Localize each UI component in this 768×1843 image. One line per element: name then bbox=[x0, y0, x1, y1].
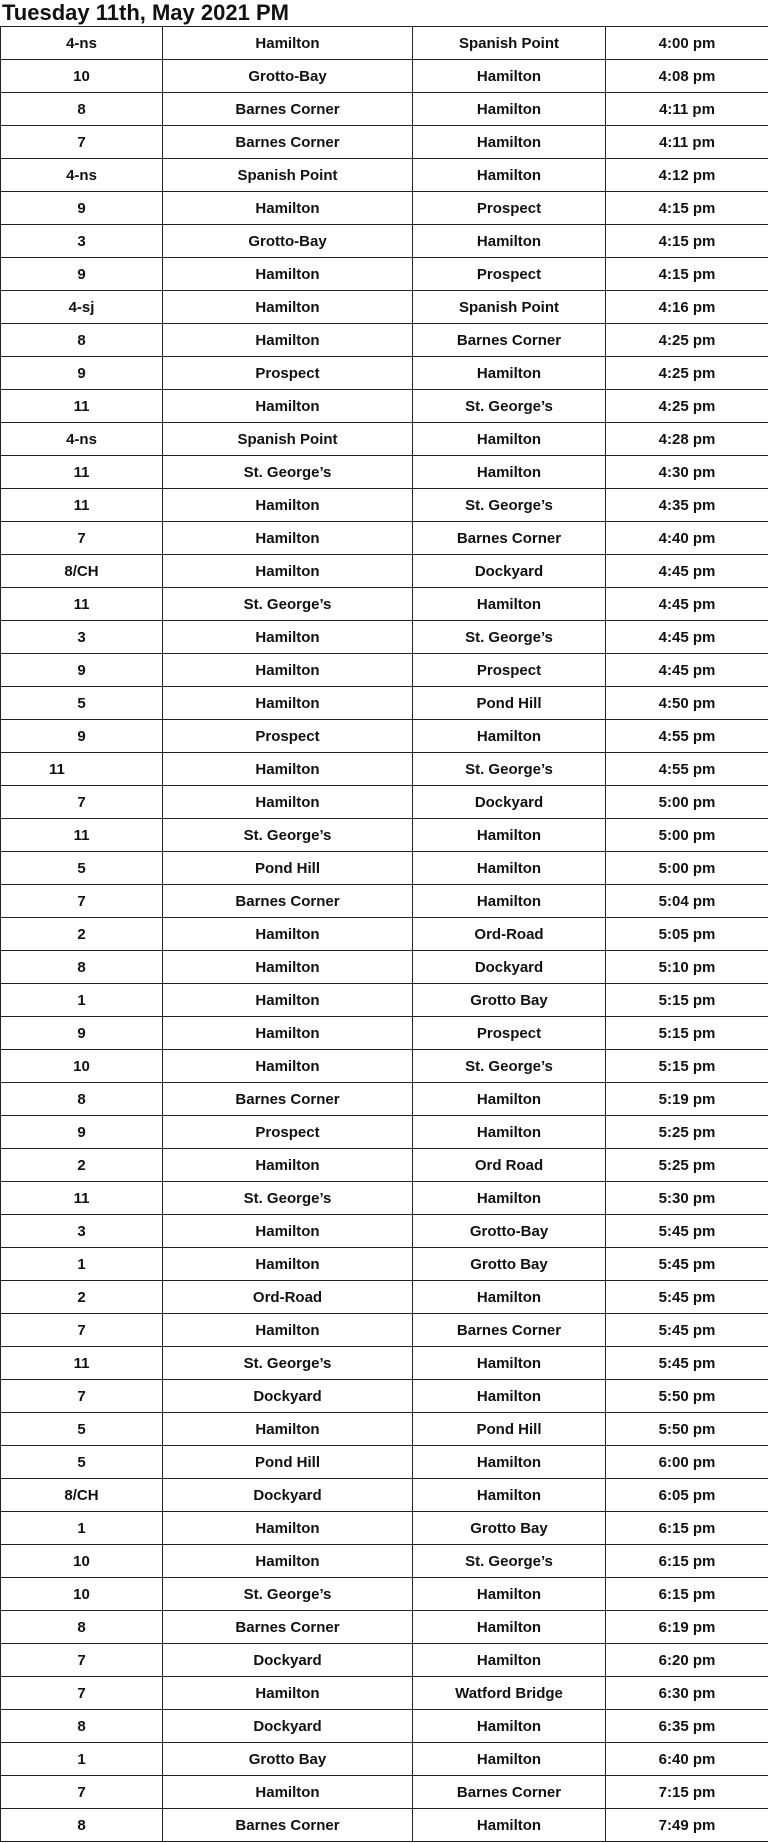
table-row bbox=[1, 1710, 768, 1743]
table-row bbox=[1, 819, 768, 852]
route-cell: 4-sj bbox=[1, 291, 163, 324]
origin-cell: Dockyard bbox=[163, 1710, 413, 1743]
route-cell: 7 bbox=[1, 1677, 163, 1710]
table-row bbox=[1, 687, 768, 720]
table-row bbox=[1, 27, 768, 60]
departure-time-cell: 5:45 pm bbox=[606, 1347, 768, 1380]
origin-cell: Hamilton bbox=[163, 390, 413, 423]
route-cell: 9 bbox=[1, 192, 163, 225]
route-cell: 11 bbox=[1, 489, 163, 522]
destination-cell: Barnes Corner bbox=[413, 1776, 606, 1809]
route-cell: 8 bbox=[1, 1710, 163, 1743]
origin-cell: St. George’s bbox=[163, 1347, 413, 1380]
origin-cell: Hamilton bbox=[163, 786, 413, 819]
table-row bbox=[1, 1512, 768, 1545]
table-row bbox=[1, 1281, 768, 1314]
departure-time-cell: 4:25 pm bbox=[606, 357, 768, 390]
route-cell: 7 bbox=[1, 885, 163, 918]
origin-cell: Prospect bbox=[163, 357, 413, 390]
departure-time-cell: 5:00 pm bbox=[606, 852, 768, 885]
table-row bbox=[1, 951, 768, 984]
route-cell: 11 bbox=[1, 1182, 163, 1215]
page-title: Tuesday 11th, May 2021 PM bbox=[2, 0, 289, 25]
origin-cell: Prospect bbox=[163, 1116, 413, 1149]
table-row bbox=[1, 1017, 768, 1050]
origin-cell: Hamilton bbox=[163, 1677, 413, 1710]
destination-cell: Hamilton bbox=[413, 1710, 606, 1743]
route-cell: 11 bbox=[1, 753, 163, 786]
departure-time-cell: 6:40 pm bbox=[606, 1743, 768, 1776]
route-cell: 10 bbox=[1, 1578, 163, 1611]
departure-time-cell: 5:25 pm bbox=[606, 1149, 768, 1182]
destination-cell: St. George’s bbox=[413, 621, 606, 654]
departure-time-cell: 4:25 pm bbox=[606, 324, 768, 357]
origin-cell: Barnes Corner bbox=[163, 1611, 413, 1644]
route-cell: 11 bbox=[1, 390, 163, 423]
route-cell: 8/CH bbox=[1, 1479, 163, 1512]
destination-cell: Hamilton bbox=[413, 1578, 606, 1611]
origin-cell: Barnes Corner bbox=[163, 93, 413, 126]
route-cell: 10 bbox=[1, 1545, 163, 1578]
table-row bbox=[1, 1314, 768, 1347]
origin-cell: Hamilton bbox=[163, 1413, 413, 1446]
route-cell: 11 bbox=[1, 456, 163, 489]
route-cell: 9 bbox=[1, 258, 163, 291]
destination-cell: Prospect bbox=[413, 192, 606, 225]
origin-cell: Hamilton bbox=[163, 753, 413, 786]
table-row bbox=[1, 456, 768, 489]
destination-cell: St. George’s bbox=[413, 390, 606, 423]
origin-cell: Hamilton bbox=[163, 1017, 413, 1050]
route-cell: 1 bbox=[1, 984, 163, 1017]
route-cell: 7 bbox=[1, 1380, 163, 1413]
route-cell: 1 bbox=[1, 1743, 163, 1776]
route-cell: 7 bbox=[1, 126, 163, 159]
table-row bbox=[1, 1050, 768, 1083]
destination-cell: Dockyard bbox=[413, 786, 606, 819]
departure-time-cell: 4:25 pm bbox=[606, 390, 768, 423]
table-row bbox=[1, 126, 768, 159]
origin-cell: Grotto Bay bbox=[163, 1743, 413, 1776]
route-cell: 1 bbox=[1, 1512, 163, 1545]
departure-time-cell: 5:19 pm bbox=[606, 1083, 768, 1116]
bus-schedule-table bbox=[0, 26, 768, 1842]
destination-cell: Spanish Point bbox=[413, 27, 606, 60]
route-cell: 4-ns bbox=[1, 27, 163, 60]
origin-cell: Dockyard bbox=[163, 1479, 413, 1512]
route-cell: 7 bbox=[1, 1776, 163, 1809]
destination-cell: Grotto Bay bbox=[413, 1248, 606, 1281]
departure-time-cell: 5:04 pm bbox=[606, 885, 768, 918]
departure-time-cell: 5:15 pm bbox=[606, 1050, 768, 1083]
origin-cell: Hamilton bbox=[163, 918, 413, 951]
departure-time-cell: 7:49 pm bbox=[606, 1809, 768, 1842]
destination-cell: Barnes Corner bbox=[413, 522, 606, 555]
destination-cell: Hamilton bbox=[413, 357, 606, 390]
destination-cell: Hamilton bbox=[413, 60, 606, 93]
table-row bbox=[1, 1446, 768, 1479]
departure-time-cell: 5:30 pm bbox=[606, 1182, 768, 1215]
route-cell: 10 bbox=[1, 1050, 163, 1083]
departure-time-cell: 5:15 pm bbox=[606, 1017, 768, 1050]
departure-time-cell: 5:50 pm bbox=[606, 1380, 768, 1413]
route-cell: 2 bbox=[1, 1281, 163, 1314]
route-cell: 4-ns bbox=[1, 423, 163, 456]
origin-cell: Pond Hill bbox=[163, 1446, 413, 1479]
origin-cell: Hamilton bbox=[163, 654, 413, 687]
destination-cell: Hamilton bbox=[413, 1743, 606, 1776]
route-cell: 9 bbox=[1, 357, 163, 390]
origin-cell: St. George’s bbox=[163, 588, 413, 621]
origin-cell: Hamilton bbox=[163, 1050, 413, 1083]
origin-cell: Hamilton bbox=[163, 555, 413, 588]
departure-time-cell: 4:11 pm bbox=[606, 93, 768, 126]
route-cell: 8 bbox=[1, 324, 163, 357]
origin-cell: Grotto-Bay bbox=[163, 225, 413, 258]
origin-cell: St. George’s bbox=[163, 1182, 413, 1215]
route-cell: 8 bbox=[1, 93, 163, 126]
destination-cell: Hamilton bbox=[413, 720, 606, 753]
table-row bbox=[1, 489, 768, 522]
table-row bbox=[1, 1215, 768, 1248]
table-row bbox=[1, 1677, 768, 1710]
table-row bbox=[1, 1083, 768, 1116]
table-row bbox=[1, 225, 768, 258]
origin-cell: Hamilton bbox=[163, 324, 413, 357]
table-row bbox=[1, 1743, 768, 1776]
departure-time-cell: 4:28 pm bbox=[606, 423, 768, 456]
table-row bbox=[1, 852, 768, 885]
destination-cell: St. George’s bbox=[413, 1050, 606, 1083]
route-cell: 2 bbox=[1, 918, 163, 951]
route-cell: 8/CH bbox=[1, 555, 163, 588]
table-row bbox=[1, 192, 768, 225]
destination-cell: Pond Hill bbox=[413, 687, 606, 720]
destination-cell: Ord Road bbox=[413, 1149, 606, 1182]
origin-cell: Hamilton bbox=[163, 687, 413, 720]
departure-time-cell: 4:30 pm bbox=[606, 456, 768, 489]
departure-time-cell: 4:40 pm bbox=[606, 522, 768, 555]
destination-cell: Prospect bbox=[413, 1017, 606, 1050]
departure-time-cell: 5:10 pm bbox=[606, 951, 768, 984]
origin-cell: Hamilton bbox=[163, 1545, 413, 1578]
destination-cell: Grotto-Bay bbox=[413, 1215, 606, 1248]
departure-time-cell: 6:15 pm bbox=[606, 1578, 768, 1611]
departure-time-cell: 4:45 pm bbox=[606, 588, 768, 621]
destination-cell: Hamilton bbox=[413, 1479, 606, 1512]
destination-cell: St. George’s bbox=[413, 753, 606, 786]
departure-time-cell: 6:00 pm bbox=[606, 1446, 768, 1479]
table-row bbox=[1, 555, 768, 588]
destination-cell: Pond Hill bbox=[413, 1413, 606, 1446]
table-row bbox=[1, 1809, 768, 1842]
destination-cell: Spanish Point bbox=[413, 291, 606, 324]
table-row bbox=[1, 291, 768, 324]
departure-time-cell: 4:08 pm bbox=[606, 60, 768, 93]
schedule-body bbox=[1, 27, 768, 1842]
table-row bbox=[1, 1644, 768, 1677]
origin-cell: Hamilton bbox=[163, 1215, 413, 1248]
route-cell: 5 bbox=[1, 1446, 163, 1479]
route-cell: 7 bbox=[1, 1644, 163, 1677]
departure-time-cell: 5:15 pm bbox=[606, 984, 768, 1017]
destination-cell: Dockyard bbox=[413, 555, 606, 588]
table-row bbox=[1, 654, 768, 687]
table-row bbox=[1, 357, 768, 390]
table-row bbox=[1, 1116, 768, 1149]
destination-cell: Hamilton bbox=[413, 852, 606, 885]
table-row bbox=[1, 423, 768, 456]
table-row bbox=[1, 159, 768, 192]
destination-cell: Hamilton bbox=[413, 1083, 606, 1116]
route-cell: 4-ns bbox=[1, 159, 163, 192]
route-cell: 7 bbox=[1, 522, 163, 555]
destination-cell: Dockyard bbox=[413, 951, 606, 984]
departure-time-cell: 5:25 pm bbox=[606, 1116, 768, 1149]
origin-cell: Grotto-Bay bbox=[163, 60, 413, 93]
destination-cell: Hamilton bbox=[413, 1116, 606, 1149]
origin-cell: Hamilton bbox=[163, 1149, 413, 1182]
route-cell: 3 bbox=[1, 1215, 163, 1248]
origin-cell: Hamilton bbox=[163, 1512, 413, 1545]
origin-cell: Dockyard bbox=[163, 1644, 413, 1677]
destination-cell: Hamilton bbox=[413, 1380, 606, 1413]
origin-cell: Pond Hill bbox=[163, 852, 413, 885]
departure-time-cell: 4:45 pm bbox=[606, 654, 768, 687]
origin-cell: Barnes Corner bbox=[163, 1809, 413, 1842]
destination-cell: Barnes Corner bbox=[413, 1314, 606, 1347]
origin-cell: Spanish Point bbox=[163, 159, 413, 192]
destination-cell: Hamilton bbox=[413, 588, 606, 621]
destination-cell: Hamilton bbox=[413, 1611, 606, 1644]
destination-cell: Prospect bbox=[413, 258, 606, 291]
route-cell: 9 bbox=[1, 1017, 163, 1050]
departure-time-cell: 5:45 pm bbox=[606, 1281, 768, 1314]
origin-cell: Prospect bbox=[163, 720, 413, 753]
table-row bbox=[1, 918, 768, 951]
table-row bbox=[1, 1479, 768, 1512]
departure-time-cell: 4:00 pm bbox=[606, 27, 768, 60]
origin-cell: Dockyard bbox=[163, 1380, 413, 1413]
destination-cell: Barnes Corner bbox=[413, 324, 606, 357]
destination-cell: Hamilton bbox=[413, 423, 606, 456]
departure-time-cell: 6:19 pm bbox=[606, 1611, 768, 1644]
route-cell: 9 bbox=[1, 654, 163, 687]
route-cell: 8 bbox=[1, 1611, 163, 1644]
destination-cell: Hamilton bbox=[413, 1446, 606, 1479]
table-row bbox=[1, 885, 768, 918]
departure-time-cell: 4:50 pm bbox=[606, 687, 768, 720]
departure-time-cell: 4:35 pm bbox=[606, 489, 768, 522]
table-row bbox=[1, 324, 768, 357]
route-cell: 2 bbox=[1, 1149, 163, 1182]
table-row bbox=[1, 984, 768, 1017]
table-row bbox=[1, 1578, 768, 1611]
destination-cell: Hamilton bbox=[413, 1347, 606, 1380]
origin-cell: Hamilton bbox=[163, 951, 413, 984]
departure-time-cell: 4:15 pm bbox=[606, 258, 768, 291]
origin-cell: Hamilton bbox=[163, 192, 413, 225]
table-row bbox=[1, 588, 768, 621]
destination-cell: Hamilton bbox=[413, 885, 606, 918]
destination-cell: Hamilton bbox=[413, 126, 606, 159]
destination-cell: St. George’s bbox=[413, 489, 606, 522]
route-cell: 11 bbox=[1, 1347, 163, 1380]
origin-cell: Spanish Point bbox=[163, 423, 413, 456]
destination-cell: Grotto Bay bbox=[413, 1512, 606, 1545]
departure-time-cell: 5:00 pm bbox=[606, 819, 768, 852]
route-cell: 8 bbox=[1, 1083, 163, 1116]
departure-time-cell: 6:15 pm bbox=[606, 1545, 768, 1578]
origin-cell: St. George’s bbox=[163, 1578, 413, 1611]
route-cell: 7 bbox=[1, 1314, 163, 1347]
destination-cell: Hamilton bbox=[413, 1809, 606, 1842]
origin-cell: Hamilton bbox=[163, 489, 413, 522]
origin-cell: Hamilton bbox=[163, 1248, 413, 1281]
table-row bbox=[1, 720, 768, 753]
route-cell: 5 bbox=[1, 687, 163, 720]
origin-cell: Barnes Corner bbox=[163, 885, 413, 918]
destination-cell: Ord-Road bbox=[413, 918, 606, 951]
destination-cell: Hamilton bbox=[413, 1644, 606, 1677]
route-cell: 3 bbox=[1, 621, 163, 654]
departure-time-cell: 4:55 pm bbox=[606, 720, 768, 753]
destination-cell: Grotto Bay bbox=[413, 984, 606, 1017]
origin-cell: Hamilton bbox=[163, 1314, 413, 1347]
origin-cell: Hamilton bbox=[163, 258, 413, 291]
departure-time-cell: 6:30 pm bbox=[606, 1677, 768, 1710]
departure-time-cell: 6:20 pm bbox=[606, 1644, 768, 1677]
origin-cell: Hamilton bbox=[163, 1776, 413, 1809]
destination-cell: Prospect bbox=[413, 654, 606, 687]
origin-cell: St. George’s bbox=[163, 819, 413, 852]
route-cell: 10 bbox=[1, 60, 163, 93]
departure-time-cell: 4:45 pm bbox=[606, 621, 768, 654]
origin-cell: Barnes Corner bbox=[163, 126, 413, 159]
origin-cell: Hamilton bbox=[163, 291, 413, 324]
destination-cell: Hamilton bbox=[413, 1281, 606, 1314]
route-cell: 11 bbox=[1, 819, 163, 852]
departure-time-cell: 4:15 pm bbox=[606, 192, 768, 225]
table-row bbox=[1, 1248, 768, 1281]
table-row bbox=[1, 1182, 768, 1215]
departure-time-cell: 5:05 pm bbox=[606, 918, 768, 951]
table-row bbox=[1, 1347, 768, 1380]
departure-time-cell: 4:11 pm bbox=[606, 126, 768, 159]
departure-time-cell: 6:35 pm bbox=[606, 1710, 768, 1743]
destination-cell: Hamilton bbox=[413, 225, 606, 258]
route-cell: 1 bbox=[1, 1248, 163, 1281]
table-row bbox=[1, 522, 768, 555]
route-cell: 9 bbox=[1, 1116, 163, 1149]
table-row bbox=[1, 1413, 768, 1446]
table-row bbox=[1, 1380, 768, 1413]
route-cell: 5 bbox=[1, 852, 163, 885]
table-row bbox=[1, 1545, 768, 1578]
origin-cell: Barnes Corner bbox=[163, 1083, 413, 1116]
table-row bbox=[1, 621, 768, 654]
departure-time-cell: 4:45 pm bbox=[606, 555, 768, 588]
destination-cell: Hamilton bbox=[413, 159, 606, 192]
destination-cell: Hamilton bbox=[413, 1182, 606, 1215]
origin-cell: Hamilton bbox=[163, 522, 413, 555]
departure-time-cell: 7:15 pm bbox=[606, 1776, 768, 1809]
table-row bbox=[1, 390, 768, 423]
destination-cell: Watford Bridge bbox=[413, 1677, 606, 1710]
origin-cell: Ord-Road bbox=[163, 1281, 413, 1314]
table-row bbox=[1, 60, 768, 93]
destination-cell: Hamilton bbox=[413, 456, 606, 489]
departure-time-cell: 4:12 pm bbox=[606, 159, 768, 192]
route-cell: 11 bbox=[1, 588, 163, 621]
departure-time-cell: 4:15 pm bbox=[606, 225, 768, 258]
table-row bbox=[1, 1149, 768, 1182]
table-row bbox=[1, 1611, 768, 1644]
origin-cell: Hamilton bbox=[163, 984, 413, 1017]
departure-time-cell: 6:15 pm bbox=[606, 1512, 768, 1545]
departure-time-cell: 5:45 pm bbox=[606, 1314, 768, 1347]
departure-time-cell: 5:45 pm bbox=[606, 1215, 768, 1248]
route-cell: 5 bbox=[1, 1413, 163, 1446]
route-cell: 8 bbox=[1, 1809, 163, 1842]
table-row bbox=[1, 258, 768, 291]
destination-cell: Hamilton bbox=[413, 819, 606, 852]
origin-cell: Hamilton bbox=[163, 27, 413, 60]
departure-time-cell: 4:16 pm bbox=[606, 291, 768, 324]
departure-time-cell: 4:55 pm bbox=[606, 753, 768, 786]
origin-cell: Hamilton bbox=[163, 621, 413, 654]
table-row bbox=[1, 1776, 768, 1809]
route-cell: 9 bbox=[1, 720, 163, 753]
table-row bbox=[1, 93, 768, 126]
departure-time-cell: 5:45 pm bbox=[606, 1248, 768, 1281]
departure-time-cell: 5:00 pm bbox=[606, 786, 768, 819]
destination-cell: St. George’s bbox=[413, 1545, 606, 1578]
destination-cell: Hamilton bbox=[413, 93, 606, 126]
route-cell: 8 bbox=[1, 951, 163, 984]
origin-cell: St. George’s bbox=[163, 456, 413, 489]
table-row bbox=[1, 753, 768, 786]
table-row bbox=[1, 786, 768, 819]
departure-time-cell: 6:05 pm bbox=[606, 1479, 768, 1512]
route-cell: 3 bbox=[1, 225, 163, 258]
route-cell: 7 bbox=[1, 786, 163, 819]
departure-time-cell: 5:50 pm bbox=[606, 1413, 768, 1446]
